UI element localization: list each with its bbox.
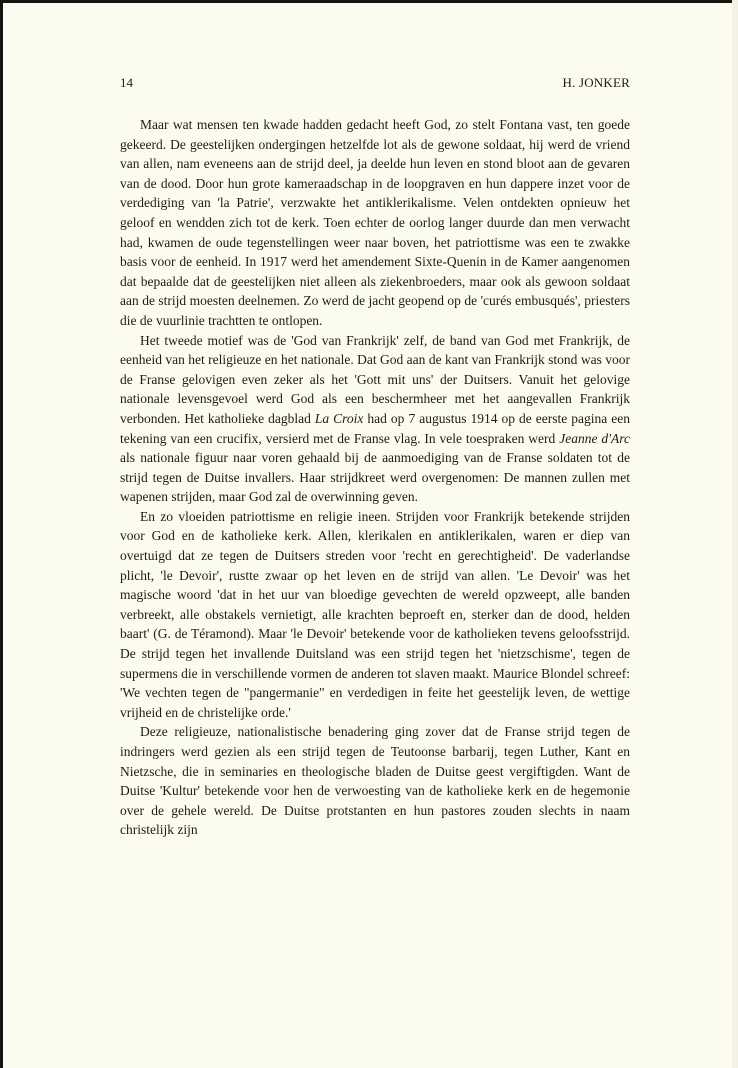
paragraph-2-part-2: had op 7 augustus 1914 op de eerste pagina een tekening van een crucifix, versierd met de Franse vlag. In vele toespraken werd (120, 410, 630, 446)
paragraph-2-part-3: als nationale figuur naar voren gehaald bij de aanmoediging van de Franse soldaten tot de strijd tegen de Duitse invallers. Haar strijdkreet werd overgenomen: De mannen zullen met wapenen strijden, maar God zal de overwinning geven. (120, 450, 630, 505)
paragraph-1: Maar wat mensen ten kwade hadden gedacht heeft God, zo stelt Fontana vast, ten goede gekeerd. De geestelijken ondergingen hetzelfde lot als de gewone soldaat, hij werd de vriend van allen, nam eveneens aan de strijd deel, ja deelde hun leven en stond bloot aan de gevaren van de dood. Door hun grote kameraadschap in de loopgraven en hun dappere inzet voor de verdediging van 'la Patrie', verzwakte het antiklerikalisme. Velen ontdekten opnieuw het geloof en wendden zich tot de kerk. Toen echter de oorlog langer duurde dan men verwacht had, kwamen de oude tegenstellingen weer naar boven, het patriottisme was een te zwakke basis voor de eenheid. In 1917 werd het amendement Sixte-Quenin in de Kamer aangenomen dat bepaalde dat de geestelijken niet alleen als ziekenbroeders, maar ook als gewoon soldaat aan de strijd moesten deelnemen. Zo werd de jacht geopend op de 'curés embusqués', priesters die de vuurlinie trachtten te ontlopen. (120, 117, 630, 328)
scan-edge-right (732, 0, 738, 1068)
scan-edge-top (0, 0, 738, 3)
page-number: 14 (120, 75, 133, 90)
running-head: H. JONKER (562, 75, 630, 90)
jeanne-darc-name: Jeanne d'Arc (559, 430, 630, 446)
page-header (120, 75, 630, 95)
scan-edge-left (0, 0, 3, 1068)
paragraph-4: Deze religieuze, nationalistische benadering ging zover dat de Franse strijd tegen de indringers werd gezien als een strijd tegen de Teutoonse barbarij, tegen Luther, Kant en Nietzsche, die in seminaries en theologische bladen de Duitse geest vergiftigden. Want de Duitse 'Kultur' betekende voor hen de verwoesting van de katholieke kerk en de hegemonie over de gehele wereld. De Duitse protstanten en hun pastores zouden slechts in naam christelijk zijn (120, 724, 630, 838)
paragraph-2 (120, 331, 630, 507)
paragraph-2-part-1: Het tweede motief was de 'God van Frankrijk' zelf, de band van God met Frankrijk, de eenheid van het religieuze en het nationale. Dat God aan de kant van Frankrijk stond was voor de Franse gelovigen even zeker als het 'Gott mit uns' der Duitsers. Vanuit het gelovige nationale levensgevoel werd God als een beschermheer met het aangevallen Frankrijk verbonden. Het katholieke dagblad (120, 332, 630, 426)
paragraph-3: En zo vloeiden patriottisme en religie ineen. Strijden voor Frankrijk betekende strijden voor God en de katholieke kerk. Allen, klerikalen en antiklerikalen, waren er diep van overtuigd dat ze tegen de Duitsers streden voor 'recht en gerechtigheid'. De vaderlandse plicht, 'le Devoir', rustte zwaar op het leven en de strijd van allen. 'Le Devoir' was het magische woord 'dat in het uur van bloedige gevechten de wereld opzweept, alle banden verbreekt, alle obstakels vernietigt, alle krachten beproeft en, sterker dan de dood, helden baart' (G. de Téramond). Maar 'le Devoir' betekende voor de katholieken tevens geloofsstrijd. De strijd tegen het invallende Duitsland was een strijd tegen het 'nietzschisme', tegen de supermens die in verschillende vormen de anderen tot slaven maakt. Maurice Blondel schreef: 'We vechten tegen de "pangermanie" en verdedigen in feite het geestelijk leven, de wettige vrijheid en de christelijke orde.' (120, 508, 630, 720)
body-text (120, 115, 630, 840)
newspaper-title: La Croix (314, 410, 364, 426)
